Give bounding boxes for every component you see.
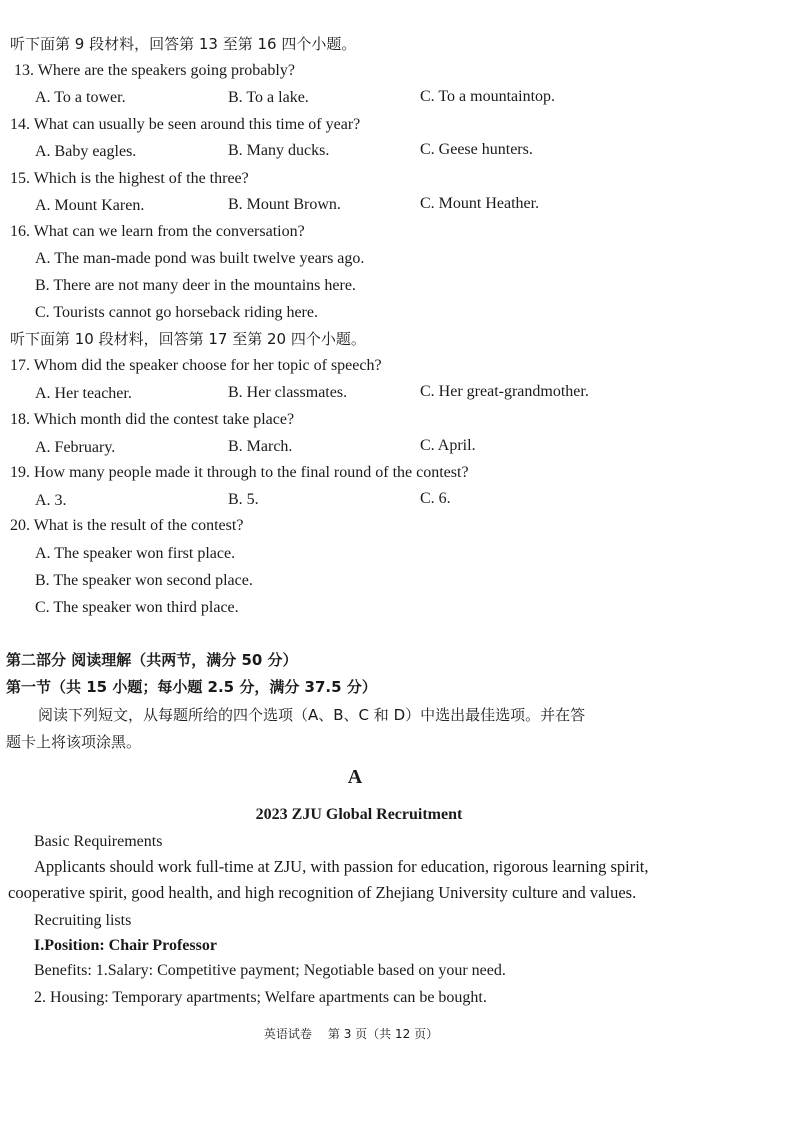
- question-19-option-a: A. 3.: [35, 492, 67, 509]
- passage-title: 2023 ZJU Global Recruitment: [255, 806, 463, 823]
- question-14-option-c: C. Geese hunters.: [420, 141, 533, 158]
- position-heading: I.Position: Chair Professor: [34, 937, 217, 954]
- question-13-option-b: B. To a lake.: [228, 89, 309, 106]
- question-16-option-b: B. There are not many deer in the mountains here.: [35, 277, 356, 294]
- question-20-option-c: C. The speaker won third place.: [35, 599, 239, 616]
- question-17-stem: 17. Whom did the speaker choose for her topic of speech?: [10, 357, 382, 374]
- question-17-option-a: A. Her teacher.: [35, 385, 132, 402]
- question-18-option-c: C. April.: [420, 437, 476, 454]
- question-16-option-a: A. The man-made pond was built twelve years ago.: [35, 250, 365, 267]
- basic-requirements-heading: Basic Requirements: [34, 833, 163, 850]
- reading-instruction-line-1: 阅读下列短文，从每题所给的四个选项（A、B、C 和 D）中选出最佳选项。并在答: [38, 706, 586, 724]
- question-18-option-a: A. February.: [35, 439, 116, 456]
- section-10-instruction: 听下面第 10 段材料，回答第 17 至第 20 四个小题。: [10, 330, 366, 348]
- part-two-title: 第二部分 阅读理解（共两节，满分 50 分）: [6, 651, 298, 669]
- requirements-line-1: Applicants should work full-time at ZJU, with passion for education, rigorous learning spirit,: [34, 857, 649, 876]
- question-19-option-c: C. 6.: [420, 490, 451, 507]
- question-14-stem: 14. What can usually be seen around this time of year?: [10, 116, 361, 133]
- question-15-option-c: C. Mount Heather.: [420, 195, 540, 212]
- question-18-option-b: B. March.: [228, 438, 293, 455]
- question-15-stem: 15. Which is the highest of the three?: [10, 170, 249, 187]
- footer-page-number: 第 3 页（共 12 页）: [327, 1027, 439, 1041]
- benefits-line-2: 2. Housing: Temporary apartments; Welfare apartments can be bought.: [34, 989, 487, 1006]
- question-19-option-b: B. 5.: [228, 491, 259, 508]
- question-20-option-a: A. The speaker won first place.: [35, 545, 236, 562]
- question-18-stem: 18. Which month did the contest take place?: [10, 411, 295, 428]
- reading-instruction-line-2: 题卡上将该项涂黑。: [6, 733, 142, 751]
- question-17-option-b: B. Her classmates.: [228, 384, 348, 401]
- question-19-stem: 19. How many people made it through to the final round of the contest?: [10, 464, 469, 481]
- footer-subject: 英语试卷: [263, 1027, 312, 1041]
- question-16-option-c: C. Tourists cannot go horseback riding here.: [35, 304, 318, 321]
- question-16-stem: 16. What can we learn from the conversation?: [10, 223, 305, 240]
- question-20-option-b: B. The speaker won second place.: [35, 572, 253, 589]
- question-14-option-a: A. Baby eagles.: [35, 143, 137, 160]
- question-15-option-b: B. Mount Brown.: [228, 196, 341, 213]
- page-footer: [0, 1025, 748, 1042]
- section-9-instruction: 听下面第 9 段材料，回答第 13 至第 16 四个小题。: [10, 35, 357, 53]
- passage-letter: A: [347, 766, 363, 788]
- question-17-option-c: C. Her great-grandmother.: [420, 383, 589, 400]
- question-13-option-c: C. To a mountaintop.: [420, 88, 556, 105]
- question-20-stem: 20. What is the result of the contest?: [10, 517, 244, 534]
- question-13-stem: 13. Where are the speakers going probably?: [14, 62, 295, 79]
- question-14-option-b: B. Many ducks.: [228, 142, 330, 159]
- benefits-line-1: Benefits: 1.Salary: Competitive payment; Negotiable based on your need.: [34, 962, 506, 979]
- recruiting-lists-heading: Recruiting lists: [34, 912, 132, 929]
- question-13-option-a: A. To a tower.: [35, 89, 126, 106]
- requirements-line-2: cooperative spirit, good health, and high recognition of Zhejiang University culture and values.: [8, 883, 637, 902]
- question-15-option-a: A. Mount Karen.: [35, 197, 145, 214]
- section-one-title: 第一节（共 15 小题；每小题 2.5 分，满分 37.5 分）: [6, 678, 377, 696]
